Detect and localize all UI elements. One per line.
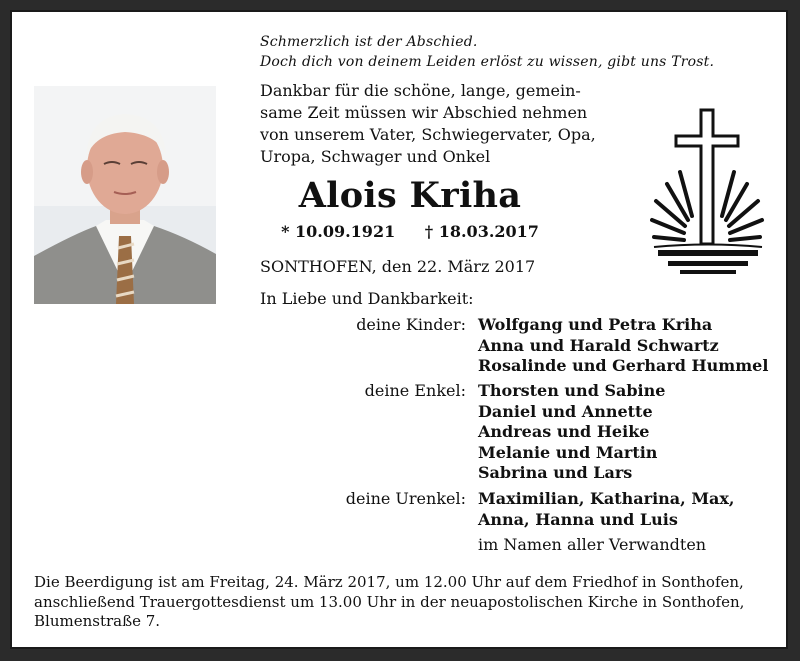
thanks-line: In Liebe und Dankbarkeit: <box>260 289 474 308</box>
portrait-illustration <box>34 86 216 304</box>
funeral-info <box>34 573 774 632</box>
motto-line-2: Doch dich von deinem Leiden erlöst zu wissen, gibt uns Trost. <box>260 54 715 70</box>
motto <box>260 32 714 72</box>
list-item: Daniel und Annette <box>478 401 653 421</box>
birth-date: * 10.09.1921 <box>281 222 396 241</box>
children-list <box>478 315 768 377</box>
death-date: † 18.03.2017 <box>424 222 539 241</box>
intro-line-4: Uropa, Schwager und Onkel <box>260 147 491 166</box>
funeral-line-3: Blumenstraße 7. <box>34 612 161 630</box>
list-item: Andreas und Heike <box>478 422 650 441</box>
list-item: Anna, Hanna und Luis <box>478 509 678 529</box>
list-item: Sabrina und Lars <box>478 463 633 482</box>
grandchildren-label: deine Enkel: <box>364 381 466 400</box>
cross-with-sun-rays-and-waves-icon <box>650 106 766 276</box>
list-item: Wolfgang und Petra Kriha <box>478 315 713 334</box>
place-and-date: SONTHOFEN, den 22. März 2017 <box>260 257 536 276</box>
funeral-line-2: anschließend Trauergottesdienst um 13.00 Uhr in der neuapostolischen Kirche in Sonthofen, <box>34 592 745 611</box>
children-label: deine Kinder: <box>356 315 466 334</box>
obituary-notice <box>10 10 788 649</box>
great-grandchildren-list <box>478 489 735 530</box>
intro-line-3: von unserem Vater, Schwiegervater, Opa, <box>260 125 596 144</box>
list-item: Melanie und Martin <box>478 442 658 462</box>
great-grandchildren-label: deine Urenkel: <box>345 489 466 508</box>
funeral-line-1: Die Beerdigung ist am Freitag, 24. März 2017, um 12.00 Uhr auf dem Friedhof in Sonthofen, <box>34 573 744 591</box>
intro-text <box>260 80 596 168</box>
list-item: Thorsten und Sabine <box>478 381 666 400</box>
list-item: Maximilian, Katharina, Max, <box>478 489 735 508</box>
list-item: Anna und Harald Schwartz <box>478 335 719 355</box>
portrait-photo <box>34 86 216 304</box>
deceased-name: Alois Kriha <box>298 175 522 216</box>
grandchildren-list <box>478 381 665 484</box>
motto-line-1: Schmerzlich ist der Abschied. <box>260 34 478 50</box>
life-dates <box>260 222 560 241</box>
intro-line-1: Dankbar für die schöne, lange, gemein- <box>260 81 581 100</box>
on-behalf-line: im Namen aller Verwandten <box>478 535 707 554</box>
list-item: Rosalinde und Gerhard Hummel <box>478 356 769 375</box>
intro-line-2: same Zeit müssen wir Abschied nehmen <box>260 103 588 122</box>
